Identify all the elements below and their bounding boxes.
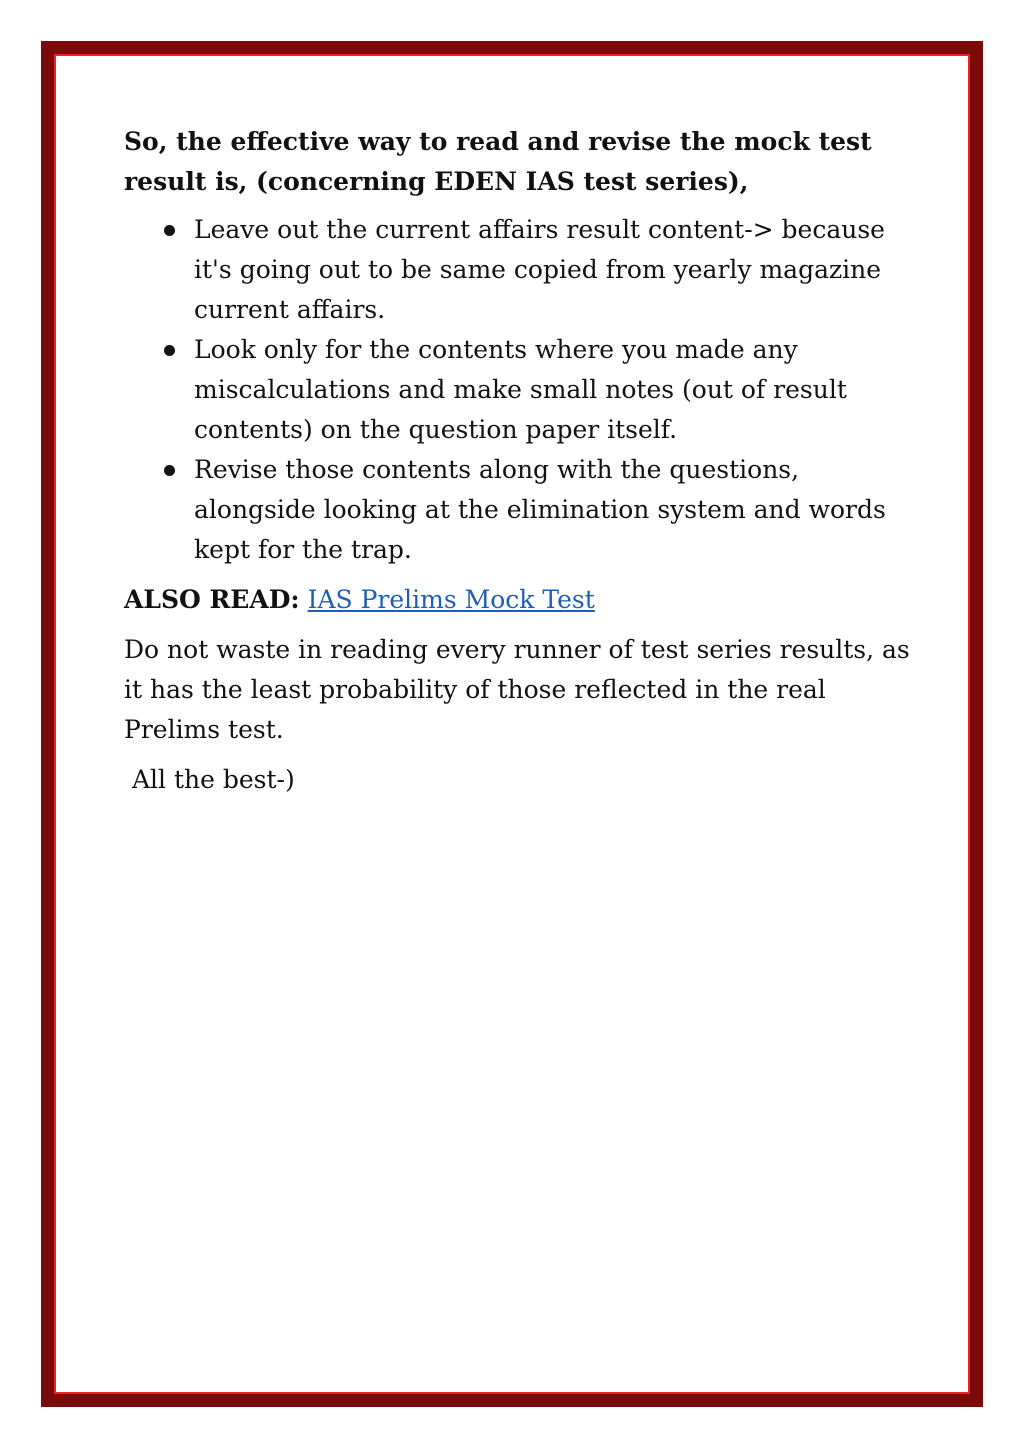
- list-item-text: Leave out the current affairs result content-> because it's going out to be same copied from yearly magazine current affairs.: [194, 215, 885, 324]
- bullet-icon: [164, 465, 175, 476]
- bullet-icon: [164, 345, 175, 356]
- list-item-text: Look only for the contents where you made any miscalculations and make small notes (out of result contents) on the question paper itself.: [194, 335, 847, 444]
- list-item-text: Revise those contents along with the questions, alongside looking at the elimination system and words kept for the trap.: [194, 455, 886, 564]
- also-read-line: [124, 580, 914, 620]
- list-item: [194, 450, 914, 570]
- list-item: [194, 330, 914, 450]
- section-heading: So, the effective way to read and revise the mock test result is, (concerning EDEN IAS test series),: [124, 127, 872, 196]
- also-read-label: ALSO READ:: [124, 585, 300, 614]
- document-content: [124, 122, 914, 800]
- also-read-link[interactable]: IAS Prelims Mock Test: [307, 585, 595, 614]
- bullet-icon: [164, 225, 175, 236]
- list-item: [194, 210, 914, 330]
- closing-line: All the best-): [132, 765, 295, 794]
- tips-list: [124, 210, 914, 570]
- body-paragraph: Do not waste in reading every runner of test series results, as it has the least probability of those reflected in the real Prelims test.: [124, 635, 910, 744]
